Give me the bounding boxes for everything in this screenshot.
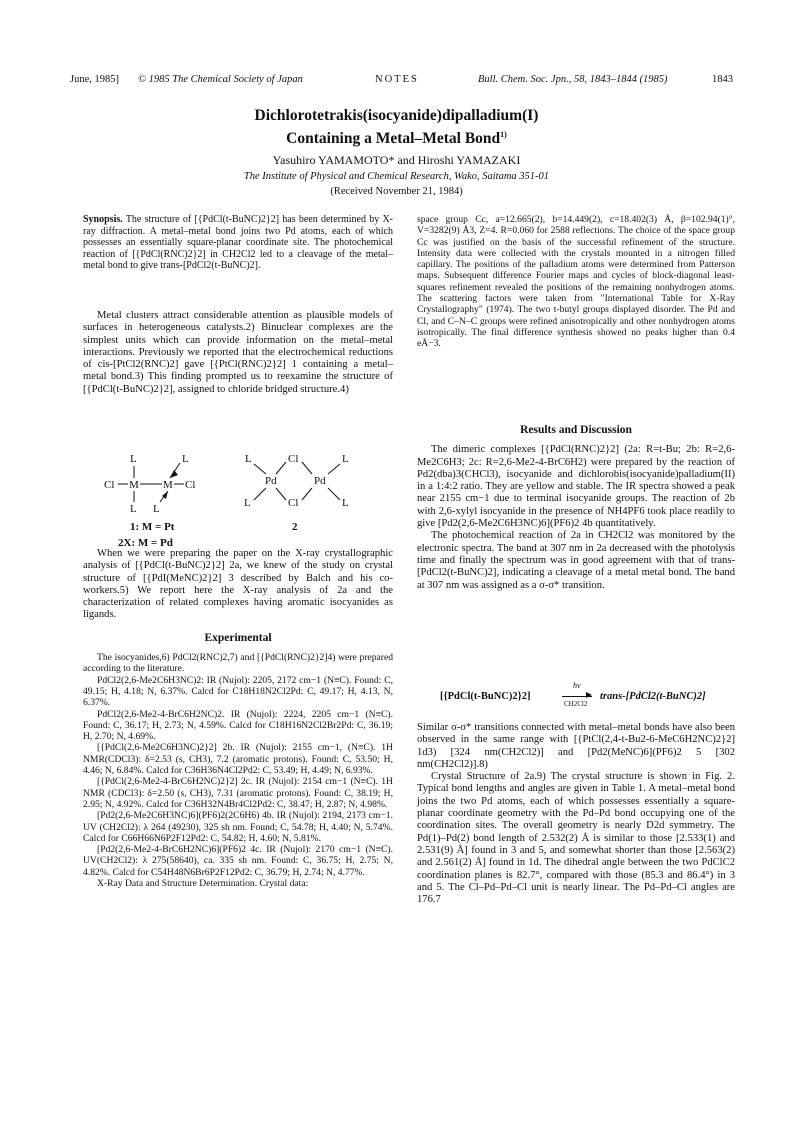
reaction-product: trans-[PdCl2(t-BuNC)2] <box>600 691 706 702</box>
title-line-1: Dichlorotetrakis(isocyanide)dipalladium(I) <box>254 107 539 124</box>
left-column-intro <box>83 310 393 396</box>
scheme1-cl-right: Cl <box>185 479 196 491</box>
header-copyright: © 1985 The Chemical Society of Japan <box>138 74 303 85</box>
reaction-condition-solvent: CH2Cl2 <box>564 700 588 708</box>
scheme1-ligand-bottom-left: L <box>130 503 137 515</box>
scheme1-cl-left: Cl <box>104 479 115 491</box>
scheme1-ligand-bottom-right: L <box>153 503 160 515</box>
exp-paragraph-4: [{PdCl(2,6-Me2C6H3NC)2}2] 2b. IR (Nujol): 2155 cm−1, (N≡C). 1H NMR(CDCl3): δ=2.53 (s, CH3), 7.2 (aromatic protons). Found: C, 53.50; H, 4.46; N, 6.84%. Calcd for C36H36N4Cl2Pd2: C, 53.49; H, 4.49; N, 6.93%. <box>83 742 393 777</box>
intro-paragraph: Metal clusters attract considerable attention as plausible models of surfaces in heterogeneous catalysts.2) Binuclear complexes are the simplest units which can provide information on the metal–metal interactions. Previously we reported that the electrochemical reductions of cis-[PtCl2(RNC)2] gave [{PtCl(RNC)2}2] 1 containing a metal–metal bond.3) This finding prompted us to reexamine the structure of [{PdCl(t-BuNC)2}2], assigned to chloride bridged structure.4) <box>83 310 393 395</box>
scheme1-metal-2: M <box>163 479 173 491</box>
right-column-results <box>417 424 735 592</box>
results-heading: Results and Discussion <box>520 424 632 436</box>
received-date: (Received November 21, 1984) <box>330 186 463 197</box>
scheme2-pd-right: Pd <box>314 475 326 487</box>
scheme2-cl-bottom: Cl <box>288 497 299 509</box>
reaction-arrowhead-icon <box>586 692 592 698</box>
synopsis-text: The structure of [{PdCl(t-BuNC)2}2] has been determined by X-ray diffraction. A metal–metal bond joins two Pd atoms, each of which possesses an essentially square-planar coordinate site. The photochemical reaction of [{PdCl(RNC)2}2] in CH2Cl2 led to a cleavage of the metal–metal bond to give trans-[PdCl2(t-BuNC)2]. <box>83 214 394 271</box>
title-footnote: 1) <box>500 130 507 139</box>
header-date: June, 1985] <box>70 74 119 85</box>
results-paragraph-1: The dimeric complexes [{PdCl(RNC)2}2] (2a: R=t-Bu; 2b: R=2,6-Me2C6H3; 2c: R=2,6-Me2-4-BrC6H2) were prepared by the reaction of Pd2(dba)3(CHCl3), isocyanide and dichlorobis(isocyanide)palladium(II) in a 1:4:2 ratio. They are yellow and stable. The IR spectra showed a peak near 2155 cm−1 due to terminal isocyanide groups. The reaction of 2b with 2,6-xylyl isocyanide in the presence of NH4PF6 took place readily to give [Pd2(2,6-Me2C6H3NC)6](PF6)2 4b quantitatively. <box>417 444 735 530</box>
synopsis <box>83 214 393 272</box>
running-header <box>70 74 740 88</box>
authors: Yasuhiro YAMAMOTO* and Hiroshi YAMAZAKI <box>272 153 521 167</box>
results-paragraph-3: Similar σ-σ* transitions connected with metal–metal bonds have also been observed in the same range with [{PtCl(2,4-t-Bu2-6-MeC6H2NC)2}2] 1d3) [324 nm(CH2Cl2)] and [Pd2(MeNC)6](PF6)2 5 [302 nm(CH2Cl2)].8) <box>417 722 735 770</box>
scheme1-metal-1: M <box>129 479 139 491</box>
exp-paragraph-1: The isocyanides,6) PdCl2(RNC)2,7) and [{PdCl(RNC)2}2]4) were prepared according to the literature. <box>83 652 393 675</box>
scheme1-ligand-top-right: L <box>182 453 189 465</box>
structure-scheme <box>90 448 390 548</box>
synopsis-label: Synopsis. <box>83 214 123 225</box>
left-column-lower <box>83 548 393 889</box>
scheme2-pd-left: Pd <box>265 475 277 487</box>
exp-paragraph-3: PdCl2(2,6-Me2-4-BrC6H2NC)2. IR (Nujol): 2224, 2205 cm−1 (N≡C). Found: C, 36.17; H, 2.73; N, 4.59%. Calcd for C18H16N2Cl2Br2Pd: C, 36.19; H, 2.70; N, 4.69%. <box>83 708 393 743</box>
exp-paragraph-7: [Pd2(2,6-Me2-4-BrC6H2NC)6](PF6)2 4c. IR (Nujol): 2170 cm−1 (N≡C). UV(CH2Cl2): λ 275(58640), ca. 335 sh nm. Found: C, 36.75; H, 2.75; N, 4.82%. Calcd for C54H48N6Br6P2F12Pd2: C, 36.79; H, 2.74; N, 4.77%. <box>83 844 393 878</box>
reaction-condition-light: hν <box>573 681 581 690</box>
experimental-heading: Experimental <box>204 631 272 644</box>
article-title <box>0 106 793 148</box>
scheme1-ligand-top-left: L <box>130 453 137 465</box>
scheme2-ligand-bottom-right: L <box>342 497 349 509</box>
institution: The Institute of Physical and Chemical Research, Wako, Saitama 351-01 <box>243 171 550 182</box>
compound-2-label: 2 <box>292 521 298 533</box>
results-paragraph-4: Crystal Structure of 2a.9) The crystal structure is shown in Fig. 2. Typical bond lengths and angles are given in Table 1. A metal–metal bond joins the two Pd atoms, each of which possesses essentially a square-planar coordinate geometry with the Pd–Pd bond occupying one of the coordination sites. The overall geometry is nearly D2d symmetry. The Pd(1)–Pd(2) bond length of 2.532(2) Å is similar to those [2.533(1) and 2.531(9) Å] found in 3 and 5, and somewhat shorter than those [2.563(2) and 2.561(2) Å] found in 1d. The dihedral angle between the two PdClC2 coordination planes is 82.7°, compared with those (85.3 and 86.4°) in 3 and 5. The Cl–Pd–Pd–Cl unit is nearly linear. The Pd–Pd–Cl angles are 176.7 <box>417 771 735 906</box>
header-section: NOTES <box>375 74 419 85</box>
exp-paragraph-2: PdCl2(2,6-Me2C6H3NC)2: IR (Nujol): 2205, 2172 cm−1 (N≡C). Found: C, 49.15; H, 4.18; N, 6.37%. Calcd for C18H18N2Cl2Pd: C, 49.17; H, 4.13, N, 6.37%. <box>83 674 393 709</box>
xray-paragraph: space group Cc, a=12.665(2), b=14.449(2), c=18.402(3) Å, β=102.94(1)°, V=3282(9) Å3, Z=4. R=0.060 for 2588 reflections. The choice of the space group Cc was justified on the basis of the successful refinement of the structure. Intensity data were collected with the crystals mounted in a nitrogen filled capillary. The positions of the palladium atoms were determined from Patterson maps. Subsequent difference Fourier maps and cycles of block-diagonal least-squares refinement revealed the positions of the remaining nonhydrogen atoms. The scattering factors were taken from "International Table for X-Ray Crystallography" (1974). The two t-butyl groups displayed disorder. The Pd and Cl, and C–N–C groups were refined anisotropically and other nonhydrogen atoms isotropically. The final difference synthesis showed no peaks higher than 0.4 eÅ−3. <box>417 214 735 350</box>
reaction-equation <box>440 681 740 713</box>
compound-1-label: 1: M = Pt <box>130 521 175 533</box>
header-page-number: 1843 <box>712 74 733 85</box>
reaction-reactant: [{PdCl(t-BuNC)2}2] <box>440 691 531 702</box>
scheme2-ligand-top-left: L <box>245 453 252 465</box>
para-2: When we were preparing the paper on the X-ray crystallographic analysis of [{PdCl(t-BuNC)2}2] 2a, we knew of the study on crystal structure of [{PdI(MeNC)2}2] 3 described by Balch and his co-workers.5) We report here the X-ray analysis of 2a and the characterization of related complexes having aromatic isocyanides as ligands. <box>83 548 393 621</box>
results-paragraph-2: The photochemical reaction of 2a in CH2Cl2 was monitored by the electronic spectra. The band at 307 nm in 2a decreased with the photolysis time and finally the spectrum was in good agreement with that of trans-[PdCl2(t-BuNC)2], indicating a cleavage of a metal metal bond. The band at 307 nm was assigned as a σ-σ* transition. <box>417 530 735 591</box>
title-line-2 <box>0 125 793 148</box>
exp-paragraph-5: [{PdCl(2,6-Me2-4-BrC6H2NC)2}2] 2c. IR (Nujol): 2154 cm−1 (N≡C). 1H NMR (CDCl3): δ=2.50 (s, CH3), 7.31 (aromatic protons). Found: C, 38.19; H, 2.95; N, 4.92%. Calcd for C36H32N4Br4Cl2Pd2: C, 38.47; H, 2.87; N, 4.98%. <box>83 776 393 810</box>
exp-paragraph-8: X-Ray Data and Structure Determination. Crystal data: <box>97 878 309 890</box>
right-column-xray <box>417 214 735 350</box>
compound-2x-label: 2X: M = Pd <box>118 537 173 548</box>
scheme2-ligand-bottom-left: L <box>244 497 251 509</box>
title-line-2-text: Containing a Metal–Metal Bond <box>286 130 501 148</box>
right-column-lower <box>417 722 735 906</box>
header-journal: Bull. Chem. Soc. Jpn., 58, 1843–1844 (1985) <box>478 74 668 85</box>
scheme2-ligand-top-right: L <box>342 453 349 465</box>
exp-paragraph-6: [Pd2(2,6-Me2C6H3NC)6](PF6)2(2C6H6) 4b. IR (Nujol): 2194, 2173 cm−1. UV (CH2Cl2): λ 264 (49230), 325 sh nm. Found; C, 54.78; H, 4.40; N, 5.74%. Calcd for C66H66N6P2F12Pd2: C, 54.82; H, 4.60; N, 5.81%. <box>83 810 393 844</box>
scheme2-cl-top: Cl <box>288 453 299 465</box>
